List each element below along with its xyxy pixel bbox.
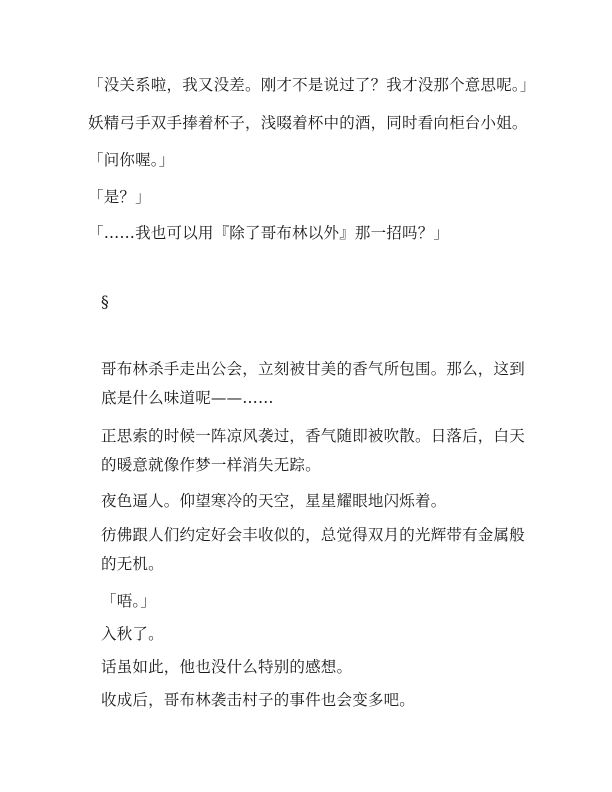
section-break: § [101, 293, 109, 311]
paragraph-12: 话虽如此，他也没什么特别的感想。 [101, 658, 353, 676]
paragraph-8: 夜色逼人。仰望寒冷的天空，星星耀眼地闪烁着。 [101, 492, 447, 510]
paragraph-2: 妖精弓手双手捧着杯子，浅啜着杯中的酒，同时看向柜台小姐。 [88, 114, 528, 132]
paragraph-6: 哥布林杀手走出公会，立刻被甘美的香气所包围。那么，这到底是什么味道呢——…… [101, 360, 525, 407]
paragraph-11: 入秋了。 [101, 625, 164, 643]
paragraph-5: 「……我也可以用『除了哥布林以外』那一招吗？」 [88, 224, 450, 242]
paragraph-7: 正思索的时候一阵凉风袭过，香气随即被吹散。日落后，白天的暖意就像作梦一样消失无踪。 [101, 427, 525, 474]
paragraph-3: 「问你喔。」 [88, 151, 175, 169]
paragraph-4: 「是？」 [88, 188, 151, 206]
paragraph-10: 「唔。」 [101, 592, 157, 610]
paragraph-1: 「没关系啦，我又没差。刚才不是说过了？我才没那个意思呢。」 [88, 76, 536, 94]
paragraph-13: 收成后，哥布林袭击村子的事件也会变多吧。 [101, 691, 416, 709]
paragraph-9: 彷佛跟人们约定好会丰收似的，总觉得双月的光辉带有金属般的无机。 [101, 526, 525, 573]
